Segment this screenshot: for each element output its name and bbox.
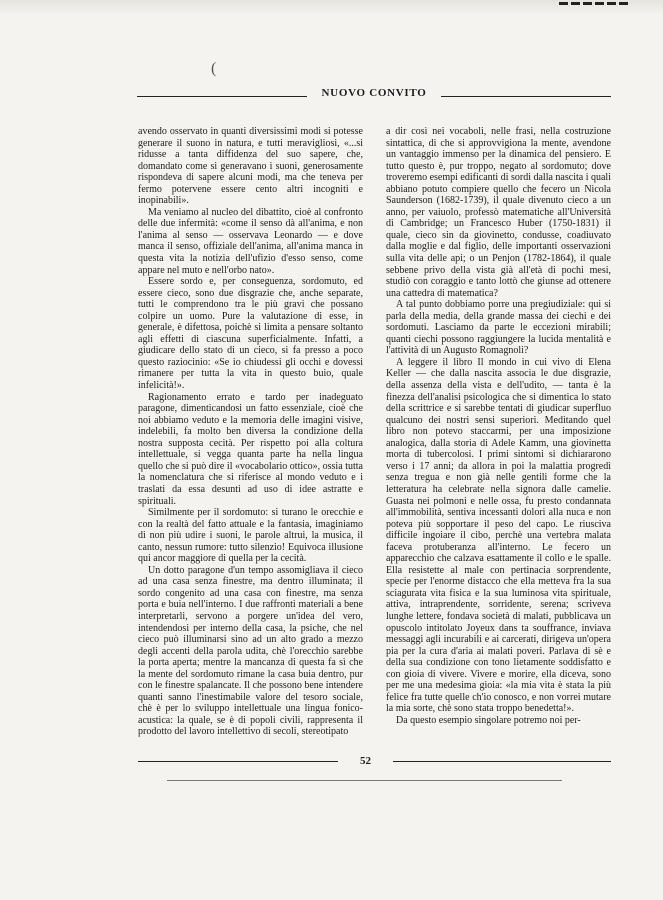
header-rule-right	[441, 96, 611, 97]
footer-rule-left	[138, 761, 338, 762]
running-header	[137, 85, 611, 105]
paragraph: Ma veniamo al nucleo del dibattito, cioè al confronto delle due infermità: «come il senso dà all'anima, e non l'anima al senso — osservava Leonardo — e dove manca il senso, offiziale dell'anima, all'anima manca in questa vita la notizia dell'ufizio d'esso senso, come appare nel muto e nell'orbo nato».	[138, 206, 363, 276]
page-number: 52	[360, 755, 371, 767]
footer-bottom-rule	[167, 780, 562, 781]
header-rule-left	[137, 96, 307, 97]
right-column	[386, 126, 611, 754]
margin-mark: (	[211, 60, 217, 77]
paragraph: A leggere il libro Il mondo in cui vivo di Elena Keller — che dalla nascita associa le due disgrazie, della assenza della vista e dell'udito, — tanta è la finezza dell'analisi psicologica che si dimentica lo stato della scrittrice e si sarebbe tentati di giudicar superfluo qualcuno dei nostri sensi superiori. Meditando quel libro non potevo staccarmi, per una imposizione analogica, dalla storia di Adele Kamm, una giovinetta morta di tubercolosi. I primi sintomi si dichiararono verso i 17 anni; da allora in poi la malattia progredì senza tregua e non già nelle gentili forme che la letteratura ha celebrate nella signora dalle camelie. Guasta nei polmoni e nelle ossa, fu presto condannata all'immobilità, sentiva incessanti dolori alla nuca e non poteva più sopportare il peso del capo. Le riusciva difficile ingoiare il cibo, perchè una vertebra malata faceva protuberanza all'interno. Le fecero un apparecchio che calzava esattamente il collo e le spalle. Ella resistette al male con pertinacia sorprendente, specie per l'enorme distacco che ella metteva fra la sua sciagurata vita fisica e la sua luminosa vita spirituale, attiva, intraprendente, sorridente, serena; scriveva lunghe lettere, fondava società di malati, pubblicava un opuscolo intitolato Joyeux dans ta souffrance, inviava messaggi agli incurabili e ai carcerati, dirigeva un'opera pia per la cura d'aria ai malati poveri. Parlava di sè e della sua condizione con tono lietamente soddisfatto e con gioia di vivere. Vivere e morire, ella diceva, sono per me una medesima gioia: «la mia vita è stata la più felice fra tutte quelle ch'io conosco, e non vorrei mutare la mia sorte, chè sono stata troppo benedetta!».	[386, 356, 611, 715]
scan-edge-mark	[559, 2, 629, 5]
paragraph: avendo osservato in quanti diversissimi modi si potesse generare il suono in natura, e tutti meravigliosi, «...si ridusse a tanta diffidenza del suo sapere, che, domandato come si generavano i suoni, generosamente rispondeva di sapere alcuni modi, ma che teneva per fermo potervene essere cento altri incogniti e inopinabili».	[138, 126, 363, 207]
paragraph: A tal punto dobbiamo porre una pregiudiziale: qui si parla della media, della grande massa dei ciechi e dei sordomuti. Lasciamo da parte le eccezioni mirabili; quanti ciechi possono raggiungere la lucida mentalità e l'attività di un Augusto Romagnoli?	[386, 299, 611, 357]
footer-rule-right	[393, 761, 611, 762]
paragraph: Essere sordo e, per conseguenza, sordomuto, ed essere cieco, sono due disgrazie che, anche separate, tutti le comprendono tra le più gravi che possano colpire un uomo. Pure la valutazione di esse, in generale, è difettosa, poichè si limita a pensare soltanto agli effetti di ciascuna superficialmente. Infatti, a giudicare dello stato di un cieco, si fa presso a poco questo raziocinio: «Se io chiudessi gli occhi e dovessi rimanere per tutta la vita in questo buio, quale infelicità!».	[138, 276, 363, 392]
paragraph: Similmente per il sordomuto: si turano le orecchie e con la realtà del fatto attuale e la fantasia, imaginiamo di non più udire i suoni, le parole altrui, la musica, il canto, nessun rumore: tutto silenzio! Equivoca illusione qui ancor maggiore di quella per la cecità.	[138, 507, 363, 565]
paragraph: Da questo esempio singolare potremo noi per-	[396, 714, 581, 726]
paragraph: a dir così nei vocaboli, nelle frasi, nella costruzione sintattica, di che si approvvigiona la mente, avendone un vantaggio immenso per la dinamica del pensiero. E tutto questo è, pur troppo, negato al sordomuto; dove troveremo esempi edificanti di sordi dalla nascita i quali abbiano potuto compiere quello che fecero un Nicola Saunderson (1682-1739), il quale divenuto cieco a un anno, per vaiuolo, professò matematiche all'Università di Cambridge; un Francesco Huber (1750-1831) il quale, cieco sin da giovinetto, condusse, coadiuvato dalla moglie e dal figlio, delle importanti osservazioni sulla vita delle api; o un Penjon (1782-1864), il quale sebbene privo della vista già all'età di pochi mesi, studiò con coraggio e tanto lottò che giunse ad ottenere una cattedra di matematica?	[386, 126, 611, 299]
scan-top-edge	[0, 0, 663, 14]
paragraph: Un dotto paragone d'un tempo assomigliava il cieco ad una casa senza finestre, ma dentro illuminata; il sordo congenito ad una casa con finestre, ma senza porta e buia nell'interno. I due raffronti materiali a bene interpretarli, servono a porgere un'idea del vero, intendendosi per interno della casa, la psiche, che nel cieco può illuminarsi sino ad un alto grado a mezzo degli accenti della parola udita, chè l'orecchio sarebbe la porta aperta; mentre la mancanza di questa fa sì che la mente del sordomuto rimane la casa buia dentro, pur con le finestre spalancate. Il che possono bene intendere quanti sanno l'inestimabile valore del tesoro sociale, chè è per lo sviluppo intellettuale una lingua fonico-acustica: la quale, se è di popoli civili, rappresenta il prodotto del lavoro intellettivo di secoli, stereotipato	[138, 564, 363, 738]
paragraph: Ragionamento errato e tardo per inadeguato paragone, dimenticandosi un fatto essenziale, cioè che noi abbiamo veduto e la memoria delle imagini visive, indelebili, fa molto ben diversa la condizione della nostra supposta cecità. Per rispetto poi alla coltura intellettuale, si vegga quanta parte ha nella lingua quello che si può dire il «vocabolario ottico», ossia tutta la nomenclatura che si riferisce al mondo veduto e i traslati da essa desunti ad uso di idee astratte e spirituali.	[138, 391, 363, 507]
journal-title: NUOVO CONVITO	[321, 87, 427, 99]
left-column	[138, 126, 363, 754]
